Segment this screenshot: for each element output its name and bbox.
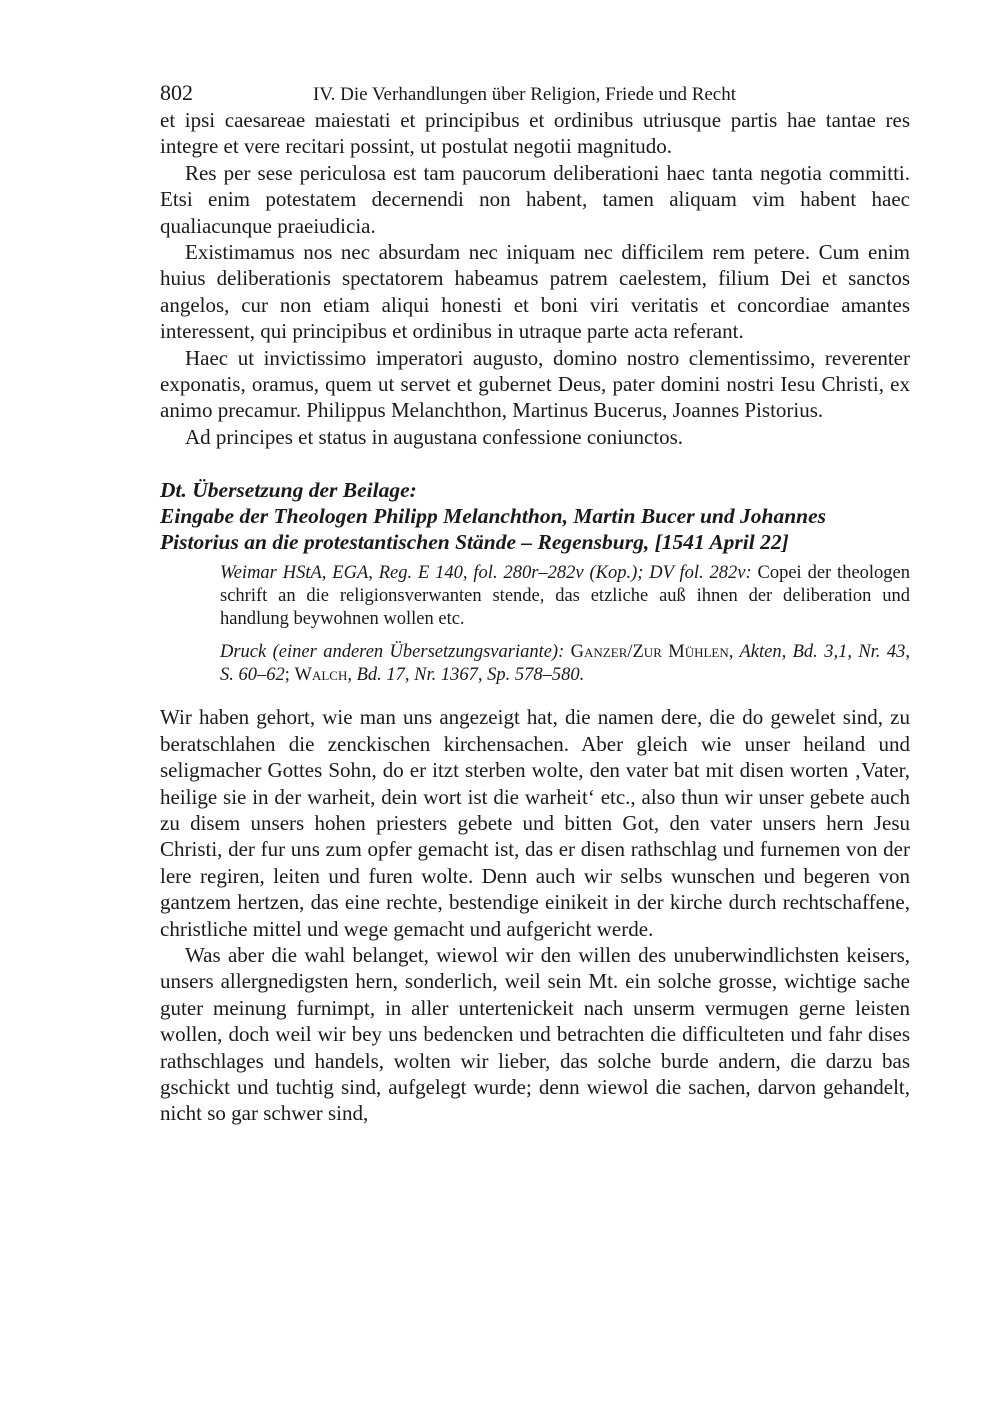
- source-note-print: [220, 641, 910, 687]
- german-paragraph-2: Was aber die wahl belanget, wiewol wir den willen des unuberwindlichsten keisers, unsers allergnedigsten hern, sonderlich, weil sein Mt. ein solche grosse, wichtige sache guter meinung furnimpt, in aller untertenickeit nach unserm vermugen gerne leisten wollen, doch weil wir bey uns bedencken und betrachten die difficulteten und fahr dises rathschlages und handels, wolten wir lieber, das solche burde andern, die darzu bas gschickt und tuchtig sind, aufgelegt wurde; denn wiewol die sachen, darvon gehandelt, nicht so gar schwer sind,: [160, 942, 910, 1126]
- running-title: IV. Die Verhandlungen über Religion, Friede und Recht: [313, 84, 737, 105]
- source-note-archive: [220, 562, 910, 631]
- section-heading-line-1: Dt. Übersetzung der Beilage:: [160, 478, 417, 503]
- page-number: 802: [160, 80, 193, 105]
- latin-paragraph-3: Existimamus nos nec absurdam nec iniquam nec difficilem rem petere. Cum enim huius deliberationis spectatorem habeamus patrem caelestem, filium Dei et sanctos angelos, cur non etiam aliqui honesti et boni viri veritatis et concordiae amantes interessent, qui principibus et ordinibus in utraque parte acta referant.: [160, 240, 910, 344]
- reference-separator: ;: [284, 665, 295, 686]
- latin-paragraph-4: Haec ut invictissimo imperatori augusto, domino nostro clementissimo, reverenter exponatis, oramus, quem ut servet et gubernet Deus, pater domini nostri Iesu Christi, ex animo precamur. Philippus Melanchthon, Martinus Bucerus, Joannes Pistorius.: [160, 345, 910, 423]
- latin-paragraph-5: Ad principes et status in augustana confessione coniunctos.: [185, 424, 684, 449]
- latin-paragraph-1: et ipsi caesareae maiestati et principibus et ordinibus utriusque partis hae tantae res integre et vere recitari possint, ut postulat negotii magnitudo.: [160, 108, 910, 159]
- german-paragraph-1: Wir haben gehort, wie man uns angezeigt hat, die namen dere, die do gewelet sind, zu beratschlahen die zenckischen kirchensachen. Aber gleich wie unser heiland und seligmacher Gottes Sohn, do er itzt sterben wolte, den vater bat mit disen worten ‚Vater, heilige sie in der warheit, dein wort ist die warheit‘ etc., also thun wir unser gebete auch zu disem unsers hohen priesters gebete und bitten Got, den vater unsers hern Jesu Christi, der fur uns zum opfer gemacht ist, das er disen rathschlag und furnemen von der lere regiren, leiten und furen wolte. Denn auch wir selbs wunschen und begeren von gantzem hertzen, das eine rechte, bestendige einikeit in der kirche durch rechtschaffene, christliche mittel und wege gemacht und aufgericht werde.: [160, 705, 910, 941]
- print-reference-intro: Druck (einer anderen Übersetzungsvariante):: [220, 642, 571, 663]
- author-ganzer: Ganzer/Zur Mühlen: [570, 642, 729, 663]
- print-reference-akten: , Akten, Bd. 3,1, Nr. 43, S. 60–62: [220, 642, 910, 686]
- document-page: [160, 80, 910, 1127]
- page-header: [160, 80, 910, 107]
- section-heading-line-2: Eingabe der Theologen Philipp Melanchthon, Martin Bucer und Johannes Pistorius an die protestantischen Stände – Regensburg, [1541 April 22]: [160, 504, 827, 555]
- archive-reference: Weimar HStA, EGA, Reg. E 140, fol. 280r–282v (Kop.); DV fol. 282v:: [220, 563, 752, 584]
- latin-paragraph-2: Res per sese periculosa est tam paucorum deliberationi haec tanta negotia committi. Etsi enim potestatem decernendi non habent, tamen aliquam vim habent haec qualiacunque praeiudicia.: [160, 160, 910, 238]
- archive-description: Copei der theologen schrift an die religionsverwanten stende, das etzliche auß ihnen der deliberation und handlung beywohnen wollen etc.: [220, 563, 911, 630]
- print-reference-walch: , Bd. 17, Nr. 1367, Sp. 578–580.: [347, 665, 585, 686]
- section-heading: [160, 477, 910, 555]
- author-walch: Walch: [294, 665, 348, 686]
